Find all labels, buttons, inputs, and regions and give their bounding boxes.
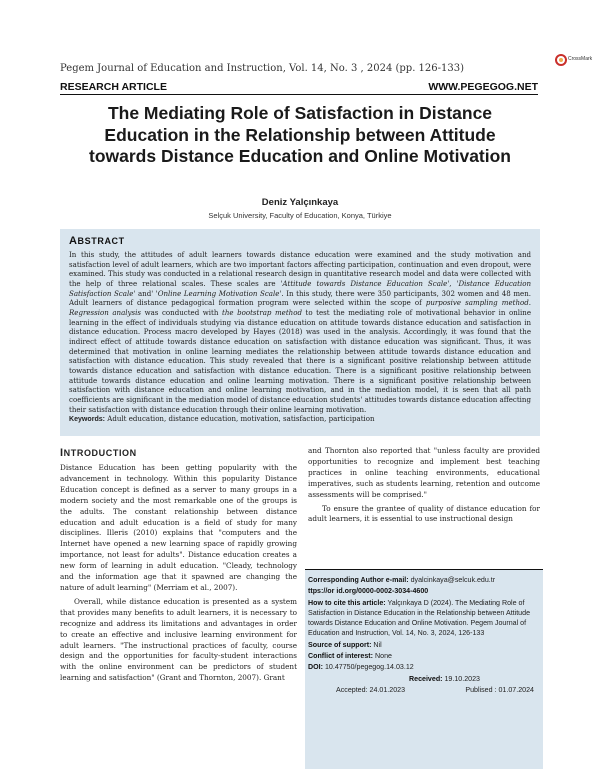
article-type-label: RESEARCH ARTICLE	[60, 81, 167, 93]
intro-right-column	[308, 446, 540, 525]
citation-info: How to cite this article: Yalçınkaya D (2024). The Mediating Role of Satisfaction in Distance Education in the Relationship between Attitude towards Distance Education and Online Motivation. Pegem Journal of Education and Instruction, Vol. 14, No. 3, 2024, 126-133	[308, 598, 531, 638]
corresponding-author: Corresponding Author e-mail: dyalcinkaya@selcuk.edu.tr	[308, 576, 496, 584]
article-metadata-box	[305, 569, 543, 769]
accepted-published-dates	[308, 685, 540, 695]
intro-paragraph-4: To ensure the grantee of quality of distance education for adult learners, it is essential to use instructional design	[308, 503, 540, 524]
journal-site-link[interactable]: WWW.PEGEGOG.NET	[428, 81, 538, 93]
source-of-support: Source of support: Nil	[308, 640, 382, 649]
author-name: Deniz Yalçınkaya	[261, 197, 339, 208]
crossmark-icon	[555, 54, 567, 66]
intro-paragraph-1: Distance Education has been getting popularity with the advancement in technology. Within this popularity Distance Education concept is defined as a server to many groups in a modern society and the most remarkable one of the groups is the adults. The constant relationship between distance education and adult education is a field of study for many disciplines. Illeris (2010) explains that "computers and the Internet have opened a new learning space of rapidly growing importance, not least for adults". Distance education creates a new form of learning in adult education. "Cleady, technology and the information age that it spawned are changing the nature of adult learning" (Merriam et al., 2007).	[60, 463, 297, 592]
crossmark-badge[interactable]	[555, 54, 593, 78]
orcid-link[interactable]: ttps://or id.org/0000-0002-3034-4600	[308, 587, 429, 596]
abstract-heading: ABSTRACT	[69, 235, 125, 247]
crossmark-label: CrossMark	[568, 56, 593, 62]
journal-citation-line: Pegem Journal of Education and Instruction, Vol. 14, No. 3 , 2024 (pp. 126-133)	[60, 63, 465, 74]
author-email-link[interactable]: dyalcinkaya@selcuk.edu.tr	[408, 576, 496, 584]
doi-link[interactable]: 10.47750/pegegog.14.03.12	[322, 663, 414, 672]
paper-title: The Mediating Role of Satisfaction in Distance Education in the Relationship between Attitude towards Distance Education and Online Motivation	[89, 103, 511, 166]
published-date: Publised : 01.07.2024	[465, 685, 534, 694]
doi: DOI: 10.47750/pegegog.14.03.12	[308, 663, 414, 672]
abstract-text: In this study, the attitudes of adult learners towards distance education were examined and the study motivation and satisfaction level of adult learners, which are two important factors affecting participation, continuation and even dropout, were examined. This study was conducted in a relational research design in quantitative research model and data were collected with the help of three relational scales. These scales are 'Attitude towards Distance Education Scale', 'Distance Education Satisfaction Scale' and' 'Online Learning Motivation Scale'. In this study, there were 350 participants, 302 women and 48 men. Adult learners of distance pedagogical formation program were selected within the scope of purposive sampling method. Regression analysis was conducted with the bootstrap method to test the mediating role of motivational behavior in online learning in the effect of individuals studying via distance education on attitude towards distance education and satisfaction in distance education. Process macro developed by Hayes (2018) was used in the analysis. Accordingly, it was found that the indirect effect of attitude towards distance education on satisfaction with distance education was significant. Thus, it was determined that motivation in online learning mediates the relationship between attitude towards distance education and satisfaction with distance education. This study revealed that there is a significant positive relationship between attitude towards distance education and satisfaction with distance education. There is a significant positive relationship between attitude towards distance education and online learning motivation. There is a significant positive relationship between satisfaction with distance education and online learning motivation, and in the mediation model, it is seen that all path coefficients are significant in the mediation model of distance education students' attitudes towards distance education affecting their satisfaction with distance education through their online learning motivation.	[69, 250, 532, 414]
intro-paragraph-2: Overall, while distance education is presented as a system that provides many benefits to adult learners, it is necessary to recognize and address its limitations and advantages in order to create an effective and inclusive learning environment for adult learners. "The instructional practices of faculty, course design and the opportunities for faculty-student interactions with the online environment can be predictors of student learning and satisfaction" (Grant and Thornton, 2007). Grant	[60, 596, 297, 683]
accepted-date: Accepted: 24.01.2023	[336, 685, 406, 694]
conflict-of-interest: Conflict of interest: None	[308, 652, 392, 661]
intro-left-column	[60, 447, 297, 684]
article-header-bar	[60, 79, 538, 95]
author-affiliation: Selçuk University, Faculty of Education, Konya, Türkiye	[208, 211, 392, 220]
abstract-section	[60, 229, 540, 436]
keywords: Keywords: Adult education, distance education, motivation, satisfaction, participation	[69, 414, 375, 424]
received-date: Received: 19.10.2023	[409, 674, 480, 683]
introduction-heading: INTRODUCTION	[60, 447, 137, 459]
intro-paragraph-3: and Thornton also reported that "unless faculty are provided opportunities to recognize and implement best teaching practices in online teaching environments, educational imperatives, such as students learning, retention and outcome assessments will be comprised."	[308, 446, 540, 499]
